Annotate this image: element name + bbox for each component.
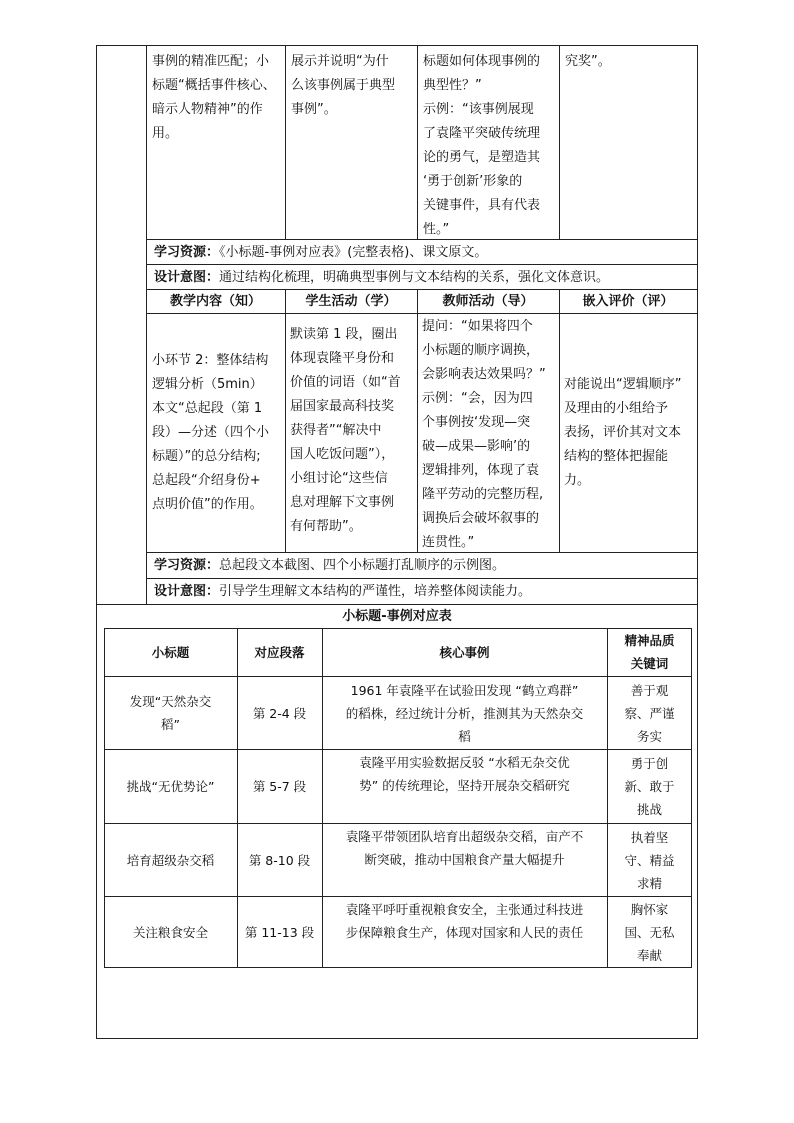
table-row-4-title: 关注粮食安全 — [132, 925, 208, 940]
column-header: 核心事例 — [439, 644, 490, 660]
divider — [146, 239, 697, 240]
divider — [417, 289, 418, 552]
part2-content-text: 小环节 2：整体结构 逻辑分析（5min） 本文“总起段（第 1 段）—分述（四个小 标题）”的总分结构; 总起段“介绍身份+ 点明价值”的作用。 — [152, 352, 270, 512]
header-evaluation: 嵌入评价（评） — [582, 293, 674, 309]
table-row-4-event: 袁隆平呼吁重视粮食安全，主张通过科技进 步保障粮食生产，体现对国家和人民的责任 — [345, 902, 584, 940]
resource-label: 学习资源： — [154, 245, 220, 260]
table-row-1-event: 1961 年袁隆平在试验田发现 “鹤立鸡群” 的稻株，经过统计分析，推测其为天然杂交 稻 — [345, 682, 584, 744]
header-student: 学生活动（学） — [305, 293, 397, 309]
divider — [417, 45, 418, 239]
column-header: 小标题 — [151, 644, 190, 660]
part2-resource-row — [146, 554, 697, 577]
table-row-2-event: 袁隆平用实验数据反驳 “水稻无杂交优 势” 的传统理论，坚持开展杂交稻研究 — [359, 755, 570, 793]
divider — [146, 264, 697, 265]
header-content: 教学内容（知） — [169, 293, 261, 309]
intent-text: 引导学生理解文本结构的严谨性，培养整体阅读能力。 — [219, 584, 532, 599]
column-header: 对应段落 — [254, 644, 305, 660]
resource-label: 学习资源： — [154, 558, 220, 573]
table-row-3-title: 培育超级杂交稻 — [126, 852, 215, 868]
intent-label: 设计意图： — [154, 270, 220, 285]
divider — [146, 552, 697, 553]
divider — [285, 289, 286, 552]
table-row-1-para: 第 2-4 段 — [252, 705, 307, 721]
resource-text: 总起段文本截图、四个小标题打乱顺序的示例图。 — [219, 558, 506, 573]
part1-teacher-question: 标题如何体现事例的 典型性？” — [423, 54, 541, 93]
divider — [285, 45, 286, 239]
part2-intent-row — [146, 580, 697, 603]
intent-text: 通过结构化梳理，明确典型事例与文本结构的关系，强化文体意识。 — [219, 270, 610, 285]
column-header: 精神品质 关键词 — [624, 633, 675, 671]
part2-content-cell — [152, 313, 284, 552]
table-row-4-para: 第 11-13 段 — [244, 925, 315, 940]
table-row-3-spirit: 执着坚 守、精益 求精 — [624, 829, 675, 891]
part1-intent-row — [146, 266, 697, 289]
table-row-2-title: 挑战“无优势论” — [126, 779, 215, 794]
table-row-1-spirit: 善于观 察、严谨 务实 — [624, 682, 675, 744]
table-row-2-spirit: 勇于创 新、敢于 挑战 — [624, 756, 675, 817]
table-caption: 小标题-事例对应表 — [342, 609, 452, 624]
part2-teacher-cell: 提问：“如果将四个 小标题的顺序调换， 会影响表达效果吗？” 示例：“会，因为四 个事例按‘发现—突 破—成果—影响’的 逻辑排列，体现了袁 隆平劳动的完整历程, 调换后会破坏叙事的 连贯性。” — [422, 319, 546, 550]
part1-evaluation-cell: 究奖”。 — [565, 54, 611, 69]
divider — [559, 289, 560, 552]
part1-resource-row — [146, 241, 697, 264]
table-row-1-title: 发现“天然杂交 稻” — [129, 694, 212, 732]
part2-evaluation-text: 对能说出“逻辑顺序” 及理由的小组给予 表扬，评价其对文本 结构的整体把握能 力。 — [564, 376, 682, 488]
table-row-3-para: 第 8-10 段 — [248, 852, 311, 868]
part1-content-cell: 事例的精准匹配；小 标题“概括事件核心、 暗示人物精神”的作 用。 — [152, 54, 276, 141]
divider — [96, 604, 698, 605]
part2-student-cell: 默读第 1 段，圈出 体现袁隆平身份和 价值的词语（如“首 届国家最高科技奖 获得者”“解决中 国人吃饭问题”）， 小组讨论“这些信 息对理解下文事例 有何帮助”。 — [290, 327, 401, 534]
intent-label: 设计意图： — [154, 584, 220, 599]
table-row-2-para: 第 5-7 段 — [252, 779, 307, 794]
table-row-4-spirit: 胸怀家 国、无私 奉献 — [624, 902, 675, 963]
header-teacher: 教师活动（导） — [442, 293, 534, 309]
part2-evaluation-cell — [564, 313, 696, 552]
part1-teacher-example: 示例：“该事例展现 了袁隆平突破传统理 论的勇气，是塑造其 ‘勇于创新’形象的 关键事件，具有代表 性。” — [423, 102, 541, 237]
part1-student-cell: 展示并说明“为什 么该事例属于典型 事例”。 — [291, 54, 396, 117]
table-row-3-event: 袁隆平带领团队培育出超级杂交稻，亩产不 断突破，推动中国粮食产量大幅提升 — [345, 829, 584, 867]
left-margin-line — [146, 45, 147, 605]
divider — [146, 578, 697, 579]
divider — [559, 45, 560, 239]
resource-text: 《小标题-事例对应表》(完整表格)、课文原文。 — [219, 245, 488, 260]
